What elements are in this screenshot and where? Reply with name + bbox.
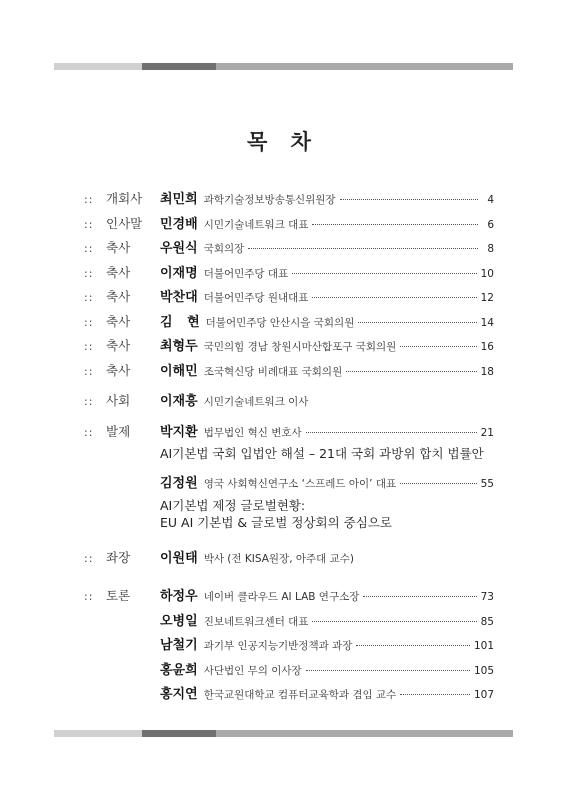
toc-name: 남철기	[160, 638, 198, 653]
toc-entry-discussion[interactable]	[84, 610, 494, 635]
toc-role: 축사	[106, 313, 131, 329]
toc-page-number: 8	[487, 243, 494, 255]
toc-name: 김 현	[160, 314, 200, 330]
toc-entry-congrats[interactable]	[84, 262, 494, 287]
toc-page-number: 10	[480, 267, 494, 280]
dot-leader	[400, 694, 470, 695]
toc-desc: 조국혁신당 비례대표 국회의원	[203, 365, 343, 378]
dot-leader	[340, 199, 478, 200]
toc-name: 최민희	[160, 192, 198, 207]
toc-marker: ::	[84, 395, 94, 408]
toc-entry-discussion[interactable]	[84, 585, 494, 610]
toc-name: 이해민	[160, 363, 198, 379]
toc-role: 축사	[106, 240, 131, 255]
toc-role: 좌장	[106, 549, 131, 565]
toc-desc: 시민기술네트워크 이사	[203, 396, 309, 408]
toc-role: 축사	[106, 362, 131, 378]
toc-entry-discussion[interactable]	[84, 659, 494, 684]
toc-marker: ::	[84, 266, 94, 280]
toc-marker: ::	[84, 217, 94, 231]
toc-name: 김정원	[160, 476, 198, 491]
toc-desc: 영국 사회혁신연구소 ‘스프레드 아이’ 대표	[203, 478, 397, 490]
toc-name: 홍윤희	[160, 662, 198, 678]
toc-role: 축사	[106, 264, 131, 280]
toc-page-number: 6	[487, 218, 494, 231]
toc-role: 인사말	[106, 215, 143, 231]
toc-page-number: 14	[480, 316, 494, 329]
toc-name: 이재흥	[160, 394, 198, 409]
toc-page-number: 18	[480, 365, 494, 378]
toc-page-number: 101	[473, 640, 494, 652]
toc-entry-presentation[interactable]	[84, 421, 494, 463]
dot-leader	[312, 621, 476, 622]
toc-page-number: 85	[480, 615, 494, 628]
dot-leader	[306, 432, 477, 433]
toc-page-number: 21	[480, 426, 494, 439]
toc-marker: ::	[84, 242, 94, 255]
toc-desc: 법무법인 혁신 변호사	[203, 426, 302, 439]
toc-desc: 국회의장	[203, 243, 245, 255]
toc-entry-host[interactable]	[84, 390, 494, 415]
table-of-contents	[84, 188, 494, 708]
dot-leader	[400, 346, 476, 347]
toc-name: 우원식	[160, 241, 198, 256]
toc-marker: ::	[84, 590, 94, 603]
toc-page-number: 16	[480, 341, 494, 353]
dot-leader	[363, 596, 476, 597]
dot-leader	[248, 248, 478, 249]
toc-page-number: 105	[473, 664, 494, 677]
toc-entry-congrats[interactable]	[84, 311, 494, 336]
toc-desc: 한국교원대학교 컴퓨터교육학과 겸임 교수	[203, 689, 397, 701]
toc-role: 개회사	[106, 191, 143, 206]
toc-marker: ::	[84, 551, 94, 565]
toc-name: 이원태	[160, 550, 198, 566]
toc-page-number: 107	[473, 689, 494, 701]
toc-entry-congrats[interactable]	[84, 360, 494, 385]
page-title: 목 차	[247, 130, 319, 154]
toc-entry-presentation[interactable]	[84, 472, 494, 531]
toc-desc: 네이버 클라우드 AI LAB 연구소장	[203, 591, 360, 603]
toc-role: 발제	[106, 423, 131, 439]
talk-title: AI기본법 국회 입법안 해설 – 21대 국회 과방위 합치 법률안	[160, 446, 484, 461]
dot-leader	[312, 224, 478, 225]
toc-page-number: 4	[487, 194, 494, 206]
dot-leader	[312, 297, 476, 298]
toc-desc: 과학기술정보방송통신위원장	[203, 194, 336, 206]
talk-title: AI기본법 제정 글로벌현황:	[160, 497, 306, 513]
dot-leader	[306, 670, 470, 671]
toc-desc: 더불어민주당 원내대표	[203, 292, 309, 304]
toc-name: 최형두	[160, 339, 198, 354]
dot-leader	[358, 322, 476, 323]
toc-marker: ::	[84, 193, 94, 206]
toc-name: 홍지연	[160, 687, 198, 702]
toc-entry-greeting[interactable]	[84, 213, 494, 238]
toc-page-number: 73	[480, 591, 494, 603]
dot-leader	[356, 645, 470, 646]
top-decor-bar	[54, 63, 513, 70]
toc-name: 오병일	[160, 613, 198, 629]
toc-role: 축사	[106, 338, 131, 353]
toc-marker: ::	[84, 315, 94, 329]
talk-title: EU AI 기본법 & 글로벌 정상회의 중심으로	[160, 514, 392, 530]
toc-entry-congrats[interactable]	[84, 335, 494, 360]
toc-desc: 진보네트워크센터 대표	[203, 615, 309, 628]
toc-entry-congrats[interactable]	[84, 286, 494, 311]
dot-leader	[292, 273, 476, 274]
toc-marker: ::	[84, 291, 94, 304]
toc-page-number: 55	[480, 478, 494, 490]
toc-entry-chair[interactable]	[84, 547, 494, 572]
toc-name: 박찬대	[160, 290, 198, 305]
toc-entry-congrats[interactable]	[84, 237, 494, 262]
toc-desc: 국민의힘 경남 창원시마산합포구 국회의원	[203, 341, 397, 353]
toc-marker: ::	[84, 425, 94, 439]
toc-entry-opening[interactable]	[84, 188, 494, 213]
toc-name: 박지환	[160, 424, 198, 440]
toc-name: 하정우	[160, 589, 198, 604]
toc-page-number: 12	[480, 292, 494, 304]
toc-entry-discussion[interactable]	[84, 683, 494, 708]
toc-role: 토론	[106, 588, 131, 603]
bottom-decor-bar	[54, 730, 513, 737]
toc-marker: ::	[84, 340, 94, 353]
toc-marker: ::	[84, 364, 94, 378]
toc-name: 민경배	[160, 216, 198, 232]
toc-role: 축사	[106, 289, 131, 304]
toc-desc: 사단법인 무의 이사장	[203, 664, 302, 677]
toc-role: 사회	[106, 393, 131, 408]
toc-desc: 박사 (전 KISA원장, 아주대 교수)	[203, 552, 355, 565]
toc-name: 이재명	[160, 265, 198, 281]
dot-leader	[400, 483, 476, 484]
toc-entry-discussion[interactable]	[84, 634, 494, 659]
toc-desc: 더불어민주당 안산시을 국회의원	[205, 316, 355, 329]
toc-desc: 더불어민주당 대표	[203, 267, 289, 280]
toc-desc: 시민기술네트워크 대표	[203, 218, 309, 231]
dot-leader	[346, 371, 476, 372]
toc-desc: 과기부 인공지능기반정책과 과장	[203, 640, 353, 652]
